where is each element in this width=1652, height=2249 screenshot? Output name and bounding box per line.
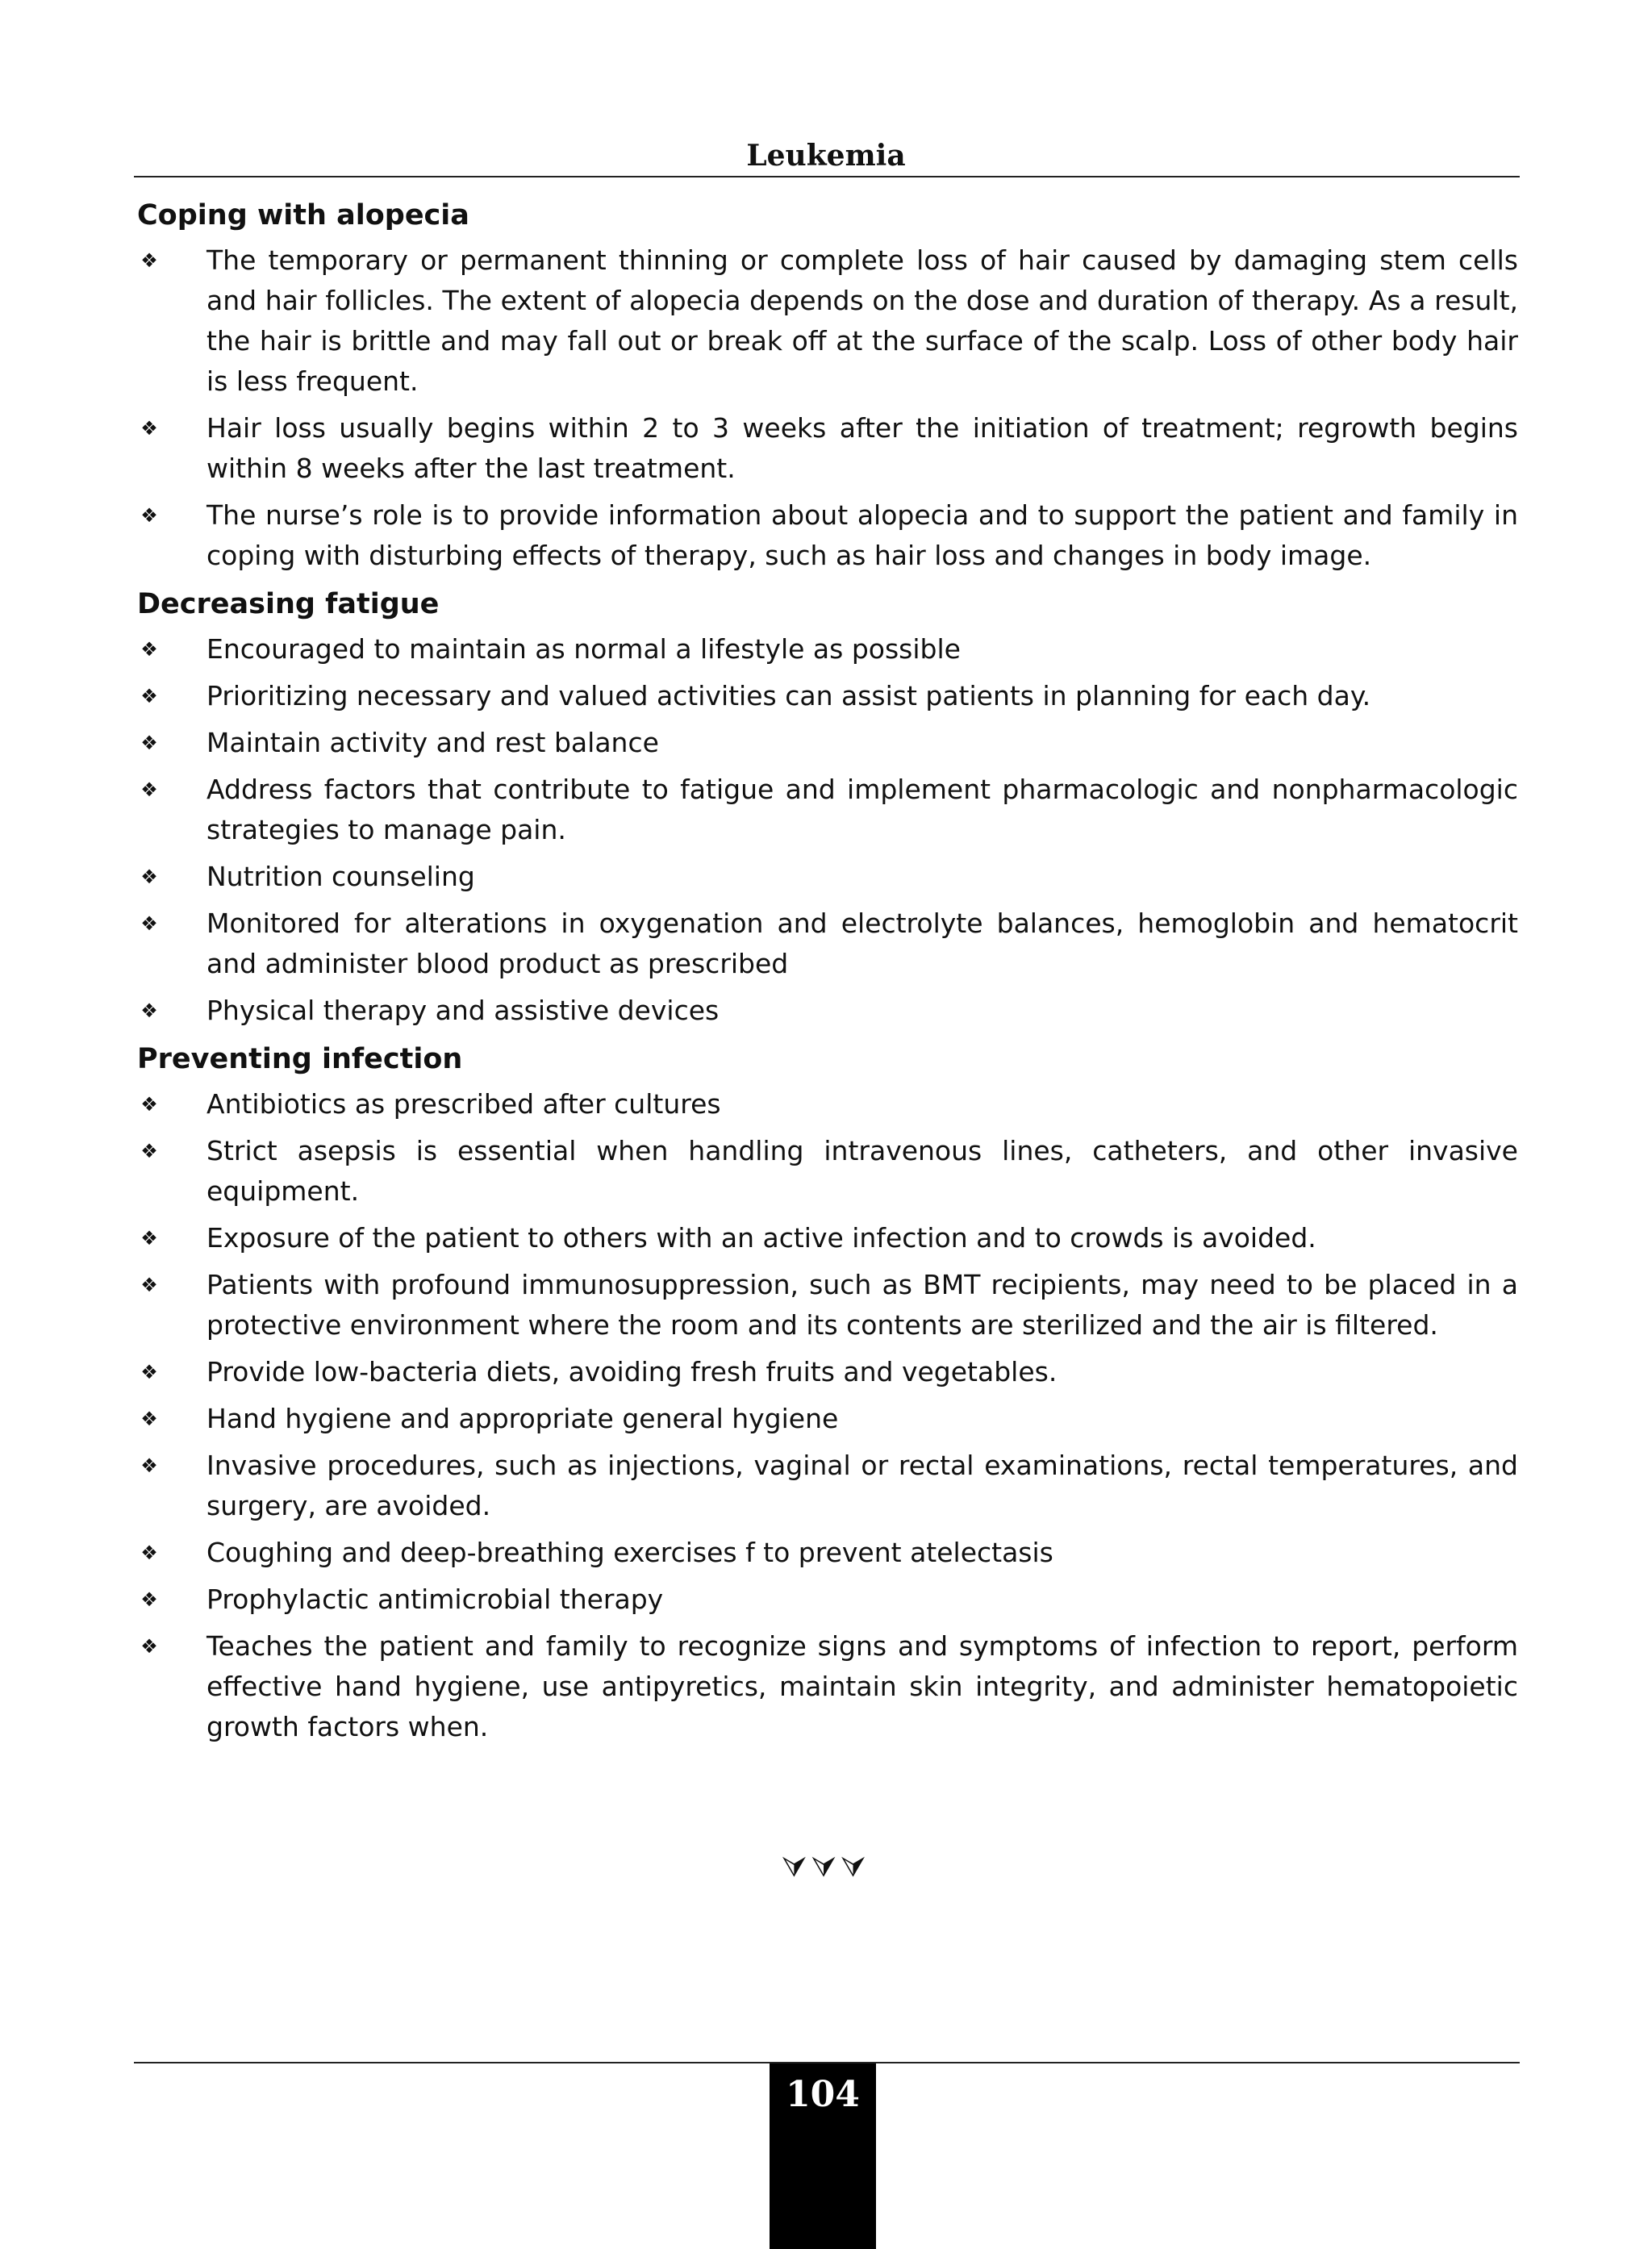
bullet-list <box>137 1084 1518 1747</box>
diamond-bullet-icon: ❖ <box>140 1588 158 1611</box>
list-item <box>137 1579 1518 1620</box>
list-item <box>137 1352 1518 1392</box>
list-item-text: Encouraged to maintain as normal a lifestyle as possible <box>206 633 961 665</box>
section-decreasing-fatigue <box>137 582 1518 1031</box>
list-item-text: Nutrition counseling <box>206 861 475 892</box>
list-item-text: Antibiotics as prescribed after cultures <box>206 1088 721 1120</box>
section-coping-with-alopecia <box>137 194 1518 576</box>
diamond-bullet-icon: ❖ <box>140 1227 158 1250</box>
list-item-text: Prioritizing necessary and valued activities can assist patients in planning for each day. <box>206 680 1371 711</box>
list-item <box>137 770 1518 850</box>
diamond-bullet-icon: ❖ <box>140 1635 158 1658</box>
diamond-bullet-icon: ❖ <box>140 1408 158 1430</box>
section-heading: Decreasing fatigue <box>137 588 440 620</box>
list-item <box>137 240 1518 402</box>
list-item-text: Monitored for alterations in oxygenation and electrolyte balances, hemoglobin and hematocrit and administer blood product as prescribed <box>206 908 1518 979</box>
diamond-bullet-icon: ❖ <box>140 1542 158 1564</box>
list-item-text: Prophylactic antimicrobial therapy <box>206 1583 664 1615</box>
list-item-text: Teaches the patient and family to recognize signs and symptoms of infection to report, perform effective hand hygiene, use antipyretics, maintain skin integrity, and administer hematopoietic growth factors when. <box>206 1630 1518 1742</box>
list-item <box>137 495 1518 576</box>
diamond-bullet-icon: ❖ <box>140 1140 158 1162</box>
diamond-bullet-icon: ❖ <box>140 685 158 707</box>
list-item-text: Hand hygiene and appropriate general hygiene <box>206 1403 839 1434</box>
diamond-bullet-icon: ❖ <box>140 417 158 440</box>
page-body <box>137 194 1518 1754</box>
list-item <box>137 1131 1518 1212</box>
list-item <box>137 1626 1518 1747</box>
list-item <box>137 903 1518 984</box>
section-heading: Coping with alopecia <box>137 199 469 232</box>
list-item-text: Patients with profound immunosuppression, such as BMT recipients, may need to be placed in a protective environment where the room and its contents are sterilized and the air is filtered. <box>206 1269 1518 1341</box>
diamond-bullet-icon: ❖ <box>140 638 158 661</box>
bullet-list <box>137 240 1518 576</box>
list-item-text: Coughing and deep-breathing exercises f to prevent atelectasis <box>206 1537 1053 1568</box>
diamond-bullet-icon: ❖ <box>140 866 158 888</box>
diamond-bullet-icon: ❖ <box>140 504 158 527</box>
list-item-text: Exposure of the patient to others with an active infection and to crowds is avoided. <box>206 1222 1316 1254</box>
diamond-bullet-icon: ❖ <box>140 1361 158 1383</box>
list-item-text: Strict asepsis is essential when handling intravenous lines, catheters, and other invasive equipment. <box>206 1135 1518 1207</box>
diamond-bullet-icon: ❖ <box>140 732 158 754</box>
page-number: 104 <box>786 2074 860 2115</box>
list-item-text: The temporary or permanent thinning or complete loss of hair caused by damaging stem cells and hair follicles. The extent of alopecia depends on the dose and duration of therapy. As a result, the hair is brittle and may fall out or break off at the surface of the scalp. Loss of other body hair is less frequent. <box>206 244 1518 397</box>
running-header-title: Leukemia <box>746 139 906 173</box>
section-heading: Preventing infection <box>137 1043 463 1075</box>
list-item-text: Provide low-bacteria diets, avoiding fresh fruits and vegetables. <box>206 1356 1058 1387</box>
list-item <box>137 723 1518 763</box>
diamond-bullet-icon: ❖ <box>140 778 158 801</box>
list-item <box>137 1446 1518 1526</box>
list-item-text: Maintain activity and rest balance <box>206 727 659 758</box>
diamond-bullet-icon: ❖ <box>140 999 158 1022</box>
list-item-text: The nurse’s role is to provide information about alopecia and to support the patient and family in coping with disturbing effects of therapy, such as hair loss and changes in body image. <box>206 499 1518 571</box>
header-divider <box>134 176 1520 177</box>
bullet-list <box>137 629 1518 1031</box>
list-item-text: Invasive procedures, such as injections, vaginal or rectal examinations, rectal temperatures, and surgery, are avoided. <box>206 1450 1518 1521</box>
list-item-text: Address factors that contribute to fatigue and implement pharmacologic and nonpharmacologic strategies to manage pain. <box>206 774 1518 845</box>
list-item <box>137 1084 1518 1124</box>
list-item <box>137 857 1518 897</box>
list-item-text: Hair loss usually begins within 2 to 3 weeks after the initiation of treatment; regrowth begins within 8 weeks after the last treatment. <box>206 412 1518 484</box>
end-of-chapter-ornament-icon: ⮛⮛⮛ <box>782 1851 870 1884</box>
diamond-bullet-icon: ❖ <box>140 912 158 935</box>
list-item <box>137 1533 1518 1573</box>
list-item <box>137 676 1518 716</box>
list-item <box>137 1399 1518 1439</box>
section-preventing-infection <box>137 1037 1518 1747</box>
list-item <box>137 1265 1518 1346</box>
diamond-bullet-icon: ❖ <box>140 1093 158 1116</box>
list-item-text: Physical therapy and assistive devices <box>206 995 720 1026</box>
diamond-bullet-icon: ❖ <box>140 249 158 272</box>
diamond-bullet-icon: ❖ <box>140 1274 158 1296</box>
list-item <box>137 629 1518 670</box>
list-item <box>137 991 1518 1031</box>
diamond-bullet-icon: ❖ <box>140 1454 158 1477</box>
list-item <box>137 408 1518 489</box>
page-number-tab <box>770 2063 876 2249</box>
list-item <box>137 1218 1518 1258</box>
